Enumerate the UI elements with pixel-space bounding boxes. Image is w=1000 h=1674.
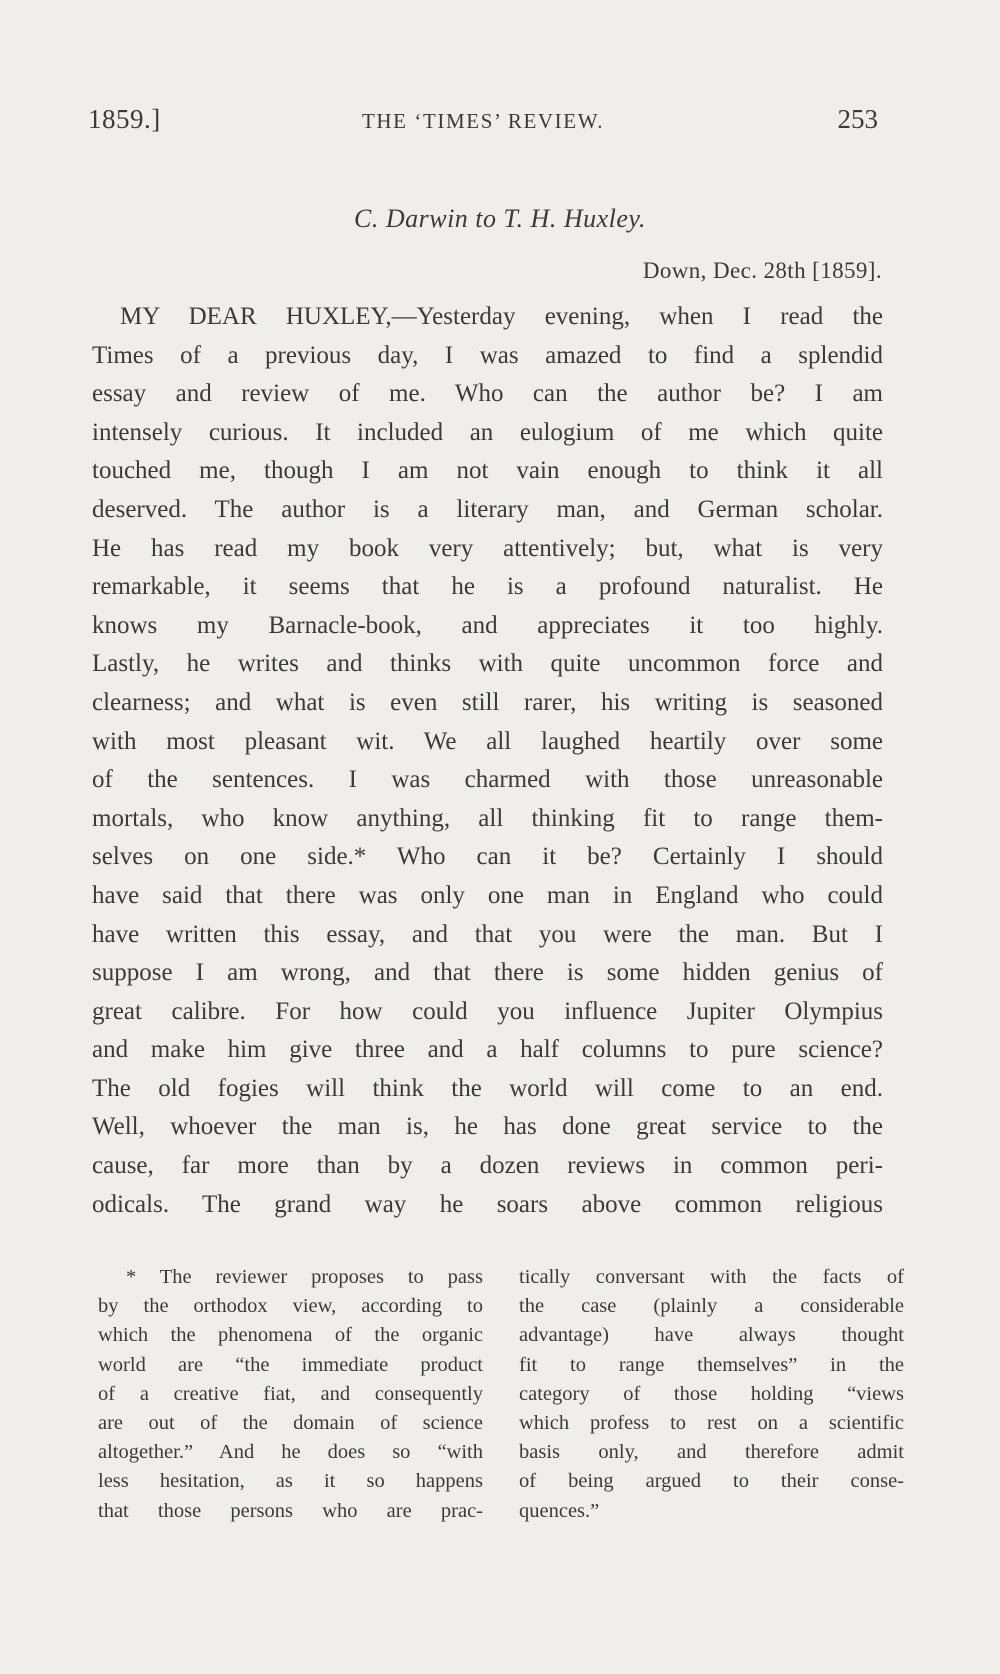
page-number: 253 xyxy=(837,104,878,134)
footnote-line: the case (plainly a considerable xyxy=(519,1295,904,1318)
body-line: Lastly, he writes and thinks with quite uncommon force and xyxy=(92,650,883,678)
footnote-line: are out of the domain of science xyxy=(98,1411,483,1434)
body-line: deserved. The author is a literary man, and German scholar. xyxy=(92,495,883,523)
body-line: have written this essay, and that you were the man. But I xyxy=(92,920,883,948)
body-line: intensely curious. It included an eulogium of me which quite xyxy=(92,418,883,446)
footnote-line: which the phenomena of the organic xyxy=(98,1324,483,1347)
letter-dateline: Down, Dec. 28th [1859]. xyxy=(642,258,882,283)
body-line: MY DEAR HUXLEY,—Yesterday evening, when I read the xyxy=(120,303,883,330)
body-line: The old fogies will think the world will come to an end. xyxy=(92,1074,883,1102)
footnote-line: advantage) have always thought xyxy=(519,1324,904,1347)
running-header xyxy=(88,104,878,144)
footnote-line: world are “the immediate product xyxy=(98,1353,483,1376)
body-line: and make him give three and a half columns to pure science? xyxy=(92,1036,883,1064)
letter-body xyxy=(92,298,883,1224)
footnote-line: category of those holding “views xyxy=(519,1382,904,1405)
body-line: mortals, who know anything, all thinking fit to range them- xyxy=(92,804,883,832)
body-line: selves on one side.* Who can it be? Certainly I should xyxy=(92,843,883,871)
body-line: touched me, though I am not vain enough to think it all xyxy=(92,457,883,485)
body-line: cause, far more than by a dozen reviews in common peri- xyxy=(92,1152,883,1180)
header-running-title: THE ‘TIMES’ REVIEW. xyxy=(361,109,605,133)
letter-title: C. Darwin to T. H. Huxley. xyxy=(353,204,647,233)
footnote-line: of a creative fiat, and consequently xyxy=(98,1382,483,1405)
body-line: with most pleasant wit. We all laughed heartily over some xyxy=(92,727,883,755)
footnote-column-left xyxy=(98,1263,483,1526)
body-line: essay and review of me. Who can the author be? I am xyxy=(92,380,883,408)
body-line: remarkable, it seems that he is a profound naturalist. He xyxy=(92,573,883,601)
footnote-line: quences.” xyxy=(519,1499,600,1522)
footnote-line: tically conversant with the facts of xyxy=(519,1266,904,1288)
footnote-line: altogether.” And he does so “with xyxy=(98,1441,483,1464)
body-line: clearness; and what is even still rarer, his writing is seasoned xyxy=(92,688,883,716)
footnote-line: which profess to rest on a scientific xyxy=(519,1411,904,1434)
footnote-line: by the orthodox view, according to xyxy=(98,1295,483,1318)
body-line: have said that there was only one man in England who could xyxy=(92,881,883,909)
footnote-line: that those persons who are prac- xyxy=(98,1499,483,1522)
footnote-line: * The reviewer proposes to pass xyxy=(126,1266,483,1288)
footnote-line: of being argued to their conse- xyxy=(519,1470,904,1493)
footnote-column-right xyxy=(519,1263,904,1526)
body-line: knows my Barnacle-book, and appreciates it too highly. xyxy=(92,611,883,639)
header-year: 1859.] xyxy=(88,104,161,134)
body-line: Times of a previous day, I was amazed to find a splendid xyxy=(92,341,883,369)
footnote-line: less hesitation, as it so happens xyxy=(98,1470,483,1493)
body-line: great calibre. For how could you influence Jupiter Olympius xyxy=(92,997,883,1025)
body-line: He has read my book very attentively; but, what is very xyxy=(92,534,883,562)
body-line: odicals. The grand way he soars above common religious xyxy=(92,1190,883,1218)
body-line: suppose I am wrong, and that there is some hidden genius of xyxy=(92,959,883,987)
body-line: Well, whoever the man is, he has done great service to the xyxy=(92,1113,883,1141)
body-line: of the sentences. I was charmed with those unreasonable xyxy=(92,766,883,794)
footnote-line: basis only, and therefore admit xyxy=(519,1441,904,1464)
footnote-line: fit to range themselves” in the xyxy=(519,1353,904,1376)
